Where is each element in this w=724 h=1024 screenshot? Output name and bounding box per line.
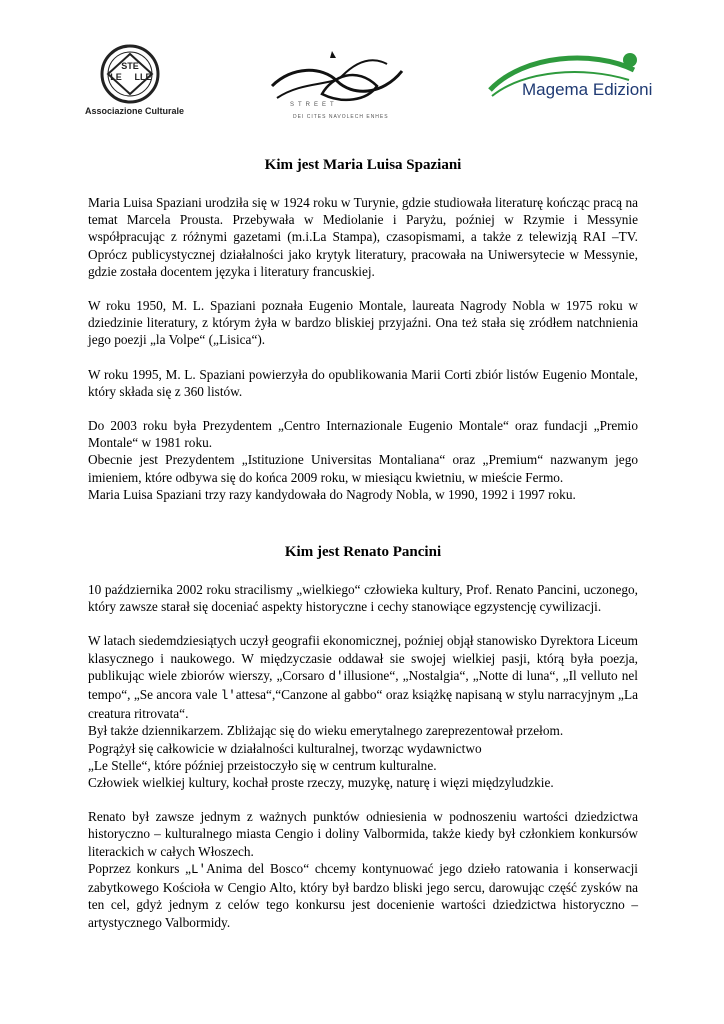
p2-mono-1: d' xyxy=(328,669,344,684)
section1-paragraph-2: W roku 1950, M. L. Spaziani poznała Eugenio Montale, laureata Nagrody Nobla w 1975 roku w dziedzinie literatury, z którym żyła w bardzo bliskiej przyjaźni. Ona też stała się zródłem natchnienia jego poezji „la Volpe“ („Lisica“). xyxy=(88,298,638,348)
p8-mono: L' xyxy=(191,862,207,877)
p8-text-b: Anima del Bosco“ chcemy kontynuować jego dzieło ratowania i konserwacji zabytkowego Kościoła w Cengio Alto, który był bardzo bliski jego sercu, darowując część zysków na ten cel, gdyż jednym z celów tego konkursu jest docenienie wartości dziedzictwa historyczno – artystycznego Valbormidy. xyxy=(88,860,638,930)
section2-paragraph-8 xyxy=(88,860,638,931)
swirl-caption-line2: DEI CITES NAVOLECH ENHES xyxy=(293,114,389,120)
section1-paragraph-1: Maria Luisa Spaziani urodziła się w 1924 roku w Turynie, gdzie studiowała literaturę kończąc pracą na temat Marcela Prousta. Przebywała w Mediolanie i Paryżu, poźniej w Rzymie i Messynie współpracując z różnymi gazetami (m.i.La Stampa), czasopismami, a także z telewizją RAI –TV. Oprócz publicystycznej działalności jako krytyk literatury, pracowała na Uniwersytecie w Messynie, gdzie została docentem języka i literatury francuskiej. xyxy=(88,195,638,279)
section1-paragraph-4a: Do 2003 roku była Prezydentem „Centro Internazionale Eugenio Montale“ oraz fundacji „Premio Montale“ w 1981 roku. xyxy=(88,418,638,451)
p2-text-b: illusione“, „Nostalgia“, „Notte di luna“, „Il velluto nel tempo“, „Se ancora vale xyxy=(88,667,638,703)
section2-paragraph-2 xyxy=(88,632,638,722)
p2-mono-2: l' xyxy=(220,689,236,704)
section2-paragraph-6: Człowiek wielkiej kultury, kochał proste rzeczy, muzykę, naturę i więzi międzyludzkie. xyxy=(88,775,554,791)
section2-paragraph-4: Pogrążył się całkowicie w działalności kulturalnej, tworząc wydawnictwo xyxy=(88,740,482,756)
svg-text:LE: LE xyxy=(110,72,122,82)
stelle-caption: Associazione Culturale xyxy=(85,106,185,116)
magema-caption: Magema Edizioni xyxy=(522,80,653,99)
section2-title: Kim jest Renato Pancini xyxy=(284,544,442,561)
p2-text-a: W latach siedemdziesiątych uczył geografii ekonomicznej, poźniej objął stanowisko Dyrektora Liceum klasycznego i naukowego. W międzyczasie oddawał sie swojej wielkiej pasji, którą była poezja, publikując wiele zbiorów wierszy, „Corsaro xyxy=(88,633,638,683)
section2-paragraph-5: „Le Stelle“, które później przeistoczyło się w centrum kulturalne. xyxy=(88,757,437,773)
section2-paragraph-3: Był także dziennikarzem. Zbliżając się do wieku emerytalnego zareprezentował przełom. xyxy=(88,723,564,739)
section2-paragraph-1: 10 października 2002 roku stracilismy „wielkiego“ człowieka kultury, Prof. Renato Pancini, uczonego, który zawsze starał się doceniać aspekty historyczne i cechy stanowiące egzystencję cywilizacji. xyxy=(88,582,638,615)
section1-paragraph-3: W roku 1995, M. L. Spaziani powierzyła do opublikowania Marii Corti zbiór listów Eugenio Montale, który składa się z 360 listów. xyxy=(88,366,638,399)
document-body xyxy=(88,156,638,931)
svg-text:STE: STE xyxy=(121,61,139,71)
logo-header xyxy=(0,40,724,140)
p8-text-a: Poprzez konkurs „ xyxy=(88,860,192,876)
section2-paragraph-7: Renato był zawsze jednym z ważnych punktów odniesienia w podnoszeniu wartości dziedzictwa historyczno – kulturalnego miasta Cengio i doliny Valbormida, także kiedy był członkiem konkursów literackich w całych Włoszech. xyxy=(88,809,638,859)
swirl-logo xyxy=(262,46,412,136)
section1-paragraph-4b: Obecnie jest Prezydentem „Istituzione Universitas Montaliana“ oraz „Premium“ nazwanym jego imieniem, które odbywa się do końca 2009 roku, w miesiącu kwietniu, w mieście Fermo. xyxy=(88,452,638,485)
svg-text:LLE: LLE xyxy=(134,72,152,82)
section1-paragraph-4c: Maria Luisa Spaziani trzy razy kandydowała do Nagrody Nobla, w 1990, 1992 i 1997 roku. xyxy=(88,486,576,502)
swirl-caption-line1: STREET xyxy=(290,102,338,108)
p2-text-c: attesa“,“Canzone al gabbo“ oraz książkę napisaną w stylu narracyjnym „La creatura ritrovata“. xyxy=(88,687,638,722)
section1-title: Kim jest Maria Luisa Spaziani xyxy=(264,157,462,173)
